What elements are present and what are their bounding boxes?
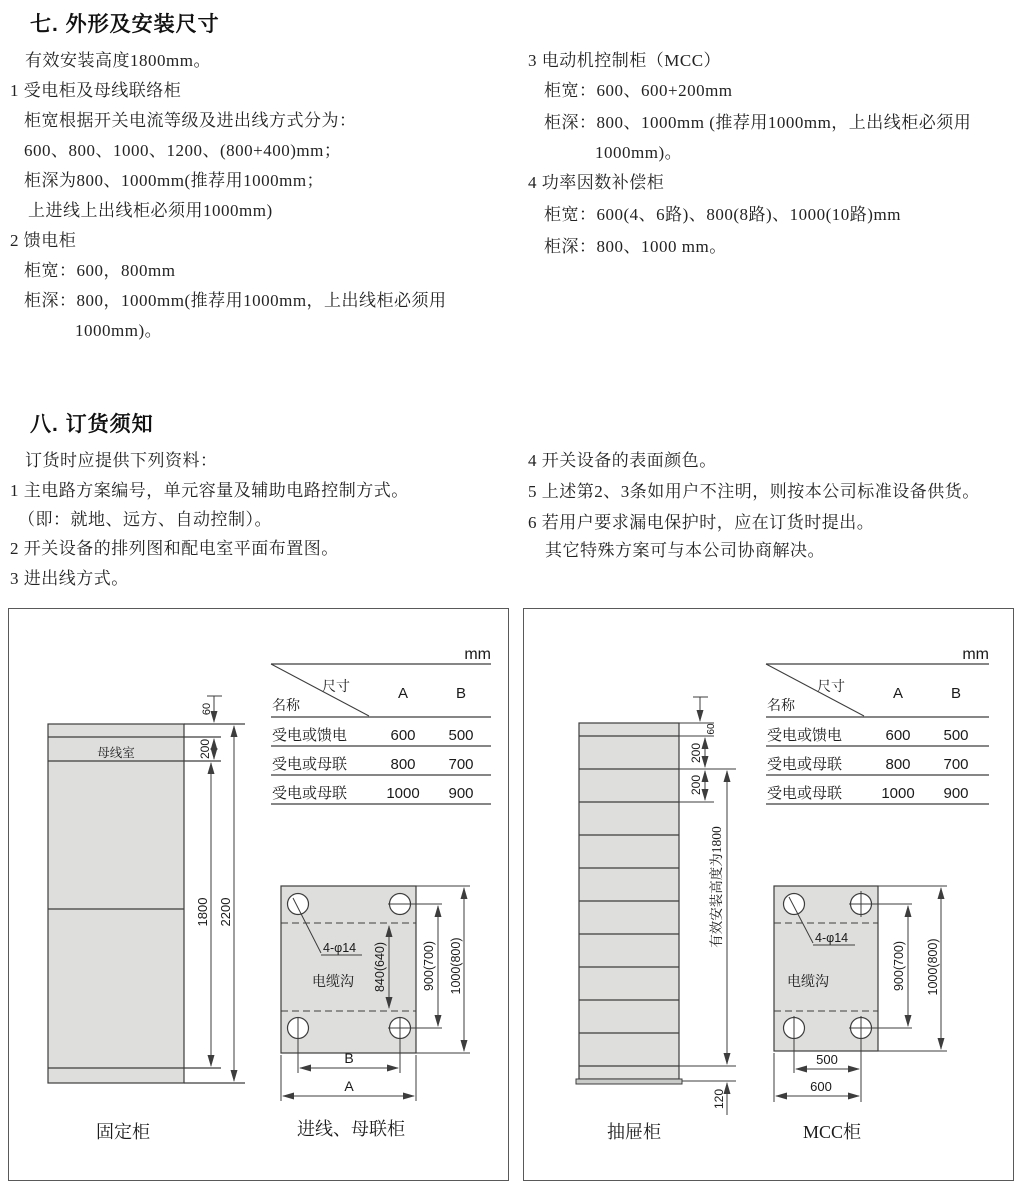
sec8-left-line-4: 2 开关设备的排列图和配电室平面布置图。 bbox=[10, 539, 339, 558]
sec8-left-line-2: 1 主电路方案编号，单元容量及辅助电路控制方式。 bbox=[10, 481, 409, 500]
dim-200-row2-label: 200 bbox=[689, 774, 703, 796]
table-row-1-a: 800 bbox=[390, 756, 416, 773]
dim-b-label: B bbox=[344, 1050, 354, 1066]
table-row-2-b: 900 bbox=[943, 785, 969, 802]
inlet-plan-drawing bbox=[281, 886, 470, 1101]
sec7-left-line-3: 柜宽根据开关电流等级及进出线方式分为： bbox=[24, 111, 357, 130]
table-row-1-b: 700 bbox=[448, 756, 474, 773]
sec7-right-line-2: 柜宽：600、600+200mm bbox=[544, 81, 733, 100]
table-col-a-header: A bbox=[892, 685, 904, 702]
sec8-right-line-4: 其它特殊方案可与本公司协商解决。 bbox=[545, 541, 825, 560]
dim-2200-label: 2200 bbox=[218, 897, 233, 927]
table-corner-dim-label: 尺寸 bbox=[817, 680, 845, 695]
hole-spec-label: 4-φ14 bbox=[815, 931, 849, 945]
table-col-b-header: B bbox=[455, 685, 467, 702]
sec8-right-line-3: 6 若用户要求漏电保护时，应在订货时提出。 bbox=[528, 513, 875, 532]
table-row-1-name: 受电或母联 bbox=[767, 757, 843, 773]
table-corner-dim-label: 尺寸 bbox=[322, 680, 350, 695]
fixed-cabinet-caption: 固定柜 bbox=[96, 1122, 150, 1142]
cable-trench-label: 电缆沟 bbox=[312, 975, 354, 990]
dim-900-label: 900(700) bbox=[892, 940, 906, 992]
table-col-a-header: A bbox=[397, 685, 409, 702]
dim-1800-label: 1800 bbox=[195, 897, 210, 927]
table-unit-label: mm bbox=[962, 646, 989, 663]
dim-200-label: 200 bbox=[198, 738, 212, 760]
dim-1000-label: 1000(800) bbox=[926, 938, 940, 996]
dim-200-row1-label: 200 bbox=[689, 742, 703, 764]
table-row-0-b: 500 bbox=[943, 727, 969, 744]
sec7-left-line-7: 2 馈电柜 bbox=[10, 231, 77, 250]
sec7-left-line-2: 1 受电柜及母线联络柜 bbox=[10, 81, 182, 100]
inlet-bustie-caption: 进线、母联柜 bbox=[297, 1119, 405, 1139]
dim-60-label: 60 bbox=[706, 723, 717, 735]
mounting-hole bbox=[784, 894, 805, 915]
dim-840-label: 840(640) bbox=[373, 941, 387, 993]
dim-1000-label: 1000(800) bbox=[449, 937, 463, 995]
table-row-0-a: 600 bbox=[885, 727, 911, 744]
fixed-cabinet-body bbox=[48, 724, 184, 1083]
sec7-right-line-5: 4 功率因数补偿柜 bbox=[528, 173, 665, 192]
sec7-left-line-5: 柜深为800、1000mm(推荐用1000mm； bbox=[24, 171, 325, 190]
sec8-right-line-2: 5 上述第2、3条如用户不注明，则按本公司标准设备供货。 bbox=[528, 482, 980, 501]
sec7-left-line-6: 上进线上出线柜必须用1000mm) bbox=[28, 201, 273, 220]
hole-spec-label: 4-φ14 bbox=[323, 941, 357, 955]
table-corner-name-label: 名称 bbox=[767, 699, 795, 714]
table-row-0-b: 500 bbox=[448, 727, 474, 744]
sec7-right-line-6: 柜宽：600(4、6路)、800(8路)、1000(10路)mm bbox=[544, 205, 901, 224]
size-table bbox=[767, 646, 989, 802]
sec7-left-line-1: 有效安装高度1800mm。 bbox=[25, 51, 211, 70]
sec8-left-line-1: 订货时应提供下列资料： bbox=[25, 451, 218, 470]
mcc-plan-drawing bbox=[774, 886, 947, 1102]
drawer-cabinet-base bbox=[576, 1079, 682, 1084]
dim-120-label: 120 bbox=[712, 1088, 726, 1110]
table-row-1-a: 800 bbox=[885, 756, 911, 773]
mcc-caption: MCC柜 bbox=[802, 1122, 862, 1142]
dim-500-label: 500 bbox=[816, 1052, 838, 1067]
table-row-0-a: 600 bbox=[390, 727, 416, 744]
right-diagram-panel bbox=[523, 608, 1014, 1181]
table-row-2-a: 1000 bbox=[881, 785, 915, 802]
sec7-right-line-3: 柜深：800、1000mm (推荐用1000mm，上出线柜必须用 bbox=[544, 113, 972, 132]
dim-60-label: 60 bbox=[201, 702, 213, 716]
table-row-2-a: 1000 bbox=[386, 785, 420, 802]
busbar-room-label: 母线室 bbox=[97, 746, 135, 760]
dim-900-label: 900(700) bbox=[422, 940, 436, 992]
table-row-2-b: 900 bbox=[448, 785, 474, 802]
sec7-left-line-9: 柜深：800，1000mm(推荐用1000mm，上出线柜必须用 bbox=[24, 291, 447, 310]
sec7-left-line-8: 柜宽：600，800mm bbox=[24, 261, 176, 280]
table-row-1-b: 700 bbox=[943, 756, 969, 773]
table-row-2-name: 受电或母联 bbox=[767, 786, 843, 802]
drawer-cabinet-caption: 抽屉柜 bbox=[607, 1122, 661, 1142]
table-col-b-header: B bbox=[950, 685, 962, 702]
dim-600-label: 600 bbox=[810, 1079, 832, 1094]
effective-height-label: 有效安装高度为1800 bbox=[709, 826, 724, 948]
mcc-cabinet-diagram bbox=[524, 609, 1013, 1180]
table-row-0-name: 受电或馈电 bbox=[767, 728, 843, 744]
sec8-right-line-1: 4 开关设备的表面颜色。 bbox=[528, 451, 717, 470]
sec7-left-line-10: 1000mm)。 bbox=[75, 321, 163, 340]
sec7-left-line-4: 600、800、1000、1200、(800+400)mm； bbox=[24, 141, 342, 160]
sec7-right-line-1: 3 电动机控制柜（MCC） bbox=[528, 51, 722, 70]
dim-a-label: A bbox=[344, 1078, 354, 1094]
fixed-cabinet-drawing bbox=[48, 724, 245, 1083]
section7-heading: 七. 外形及安装尺寸 bbox=[30, 13, 220, 36]
sec7-right-line-7: 柜深：800、1000 mm。 bbox=[544, 237, 727, 256]
mounting-hole bbox=[288, 894, 309, 915]
table-corner-name-label: 名称 bbox=[272, 699, 300, 714]
sec7-right-line-4: 1000mm)。 bbox=[595, 143, 683, 162]
sec8-left-line-5: 3 进出线方式。 bbox=[10, 569, 129, 588]
cable-trench-label: 电缆沟 bbox=[787, 975, 829, 990]
table-row-0-name: 受电或馈电 bbox=[272, 728, 348, 744]
table-unit-label: mm bbox=[464, 646, 491, 663]
table-row-1-name: 受电或母联 bbox=[272, 757, 348, 773]
fixed-cabinet-diagram bbox=[9, 609, 508, 1180]
section8-heading: 八. 订货须知 bbox=[30, 413, 154, 436]
sec8-left-line-3: （即：就地、远方、自动控制）。 bbox=[18, 510, 272, 529]
size-table bbox=[272, 646, 491, 802]
left-diagram-panel bbox=[8, 608, 509, 1181]
table-row-2-name: 受电或母联 bbox=[272, 786, 348, 802]
